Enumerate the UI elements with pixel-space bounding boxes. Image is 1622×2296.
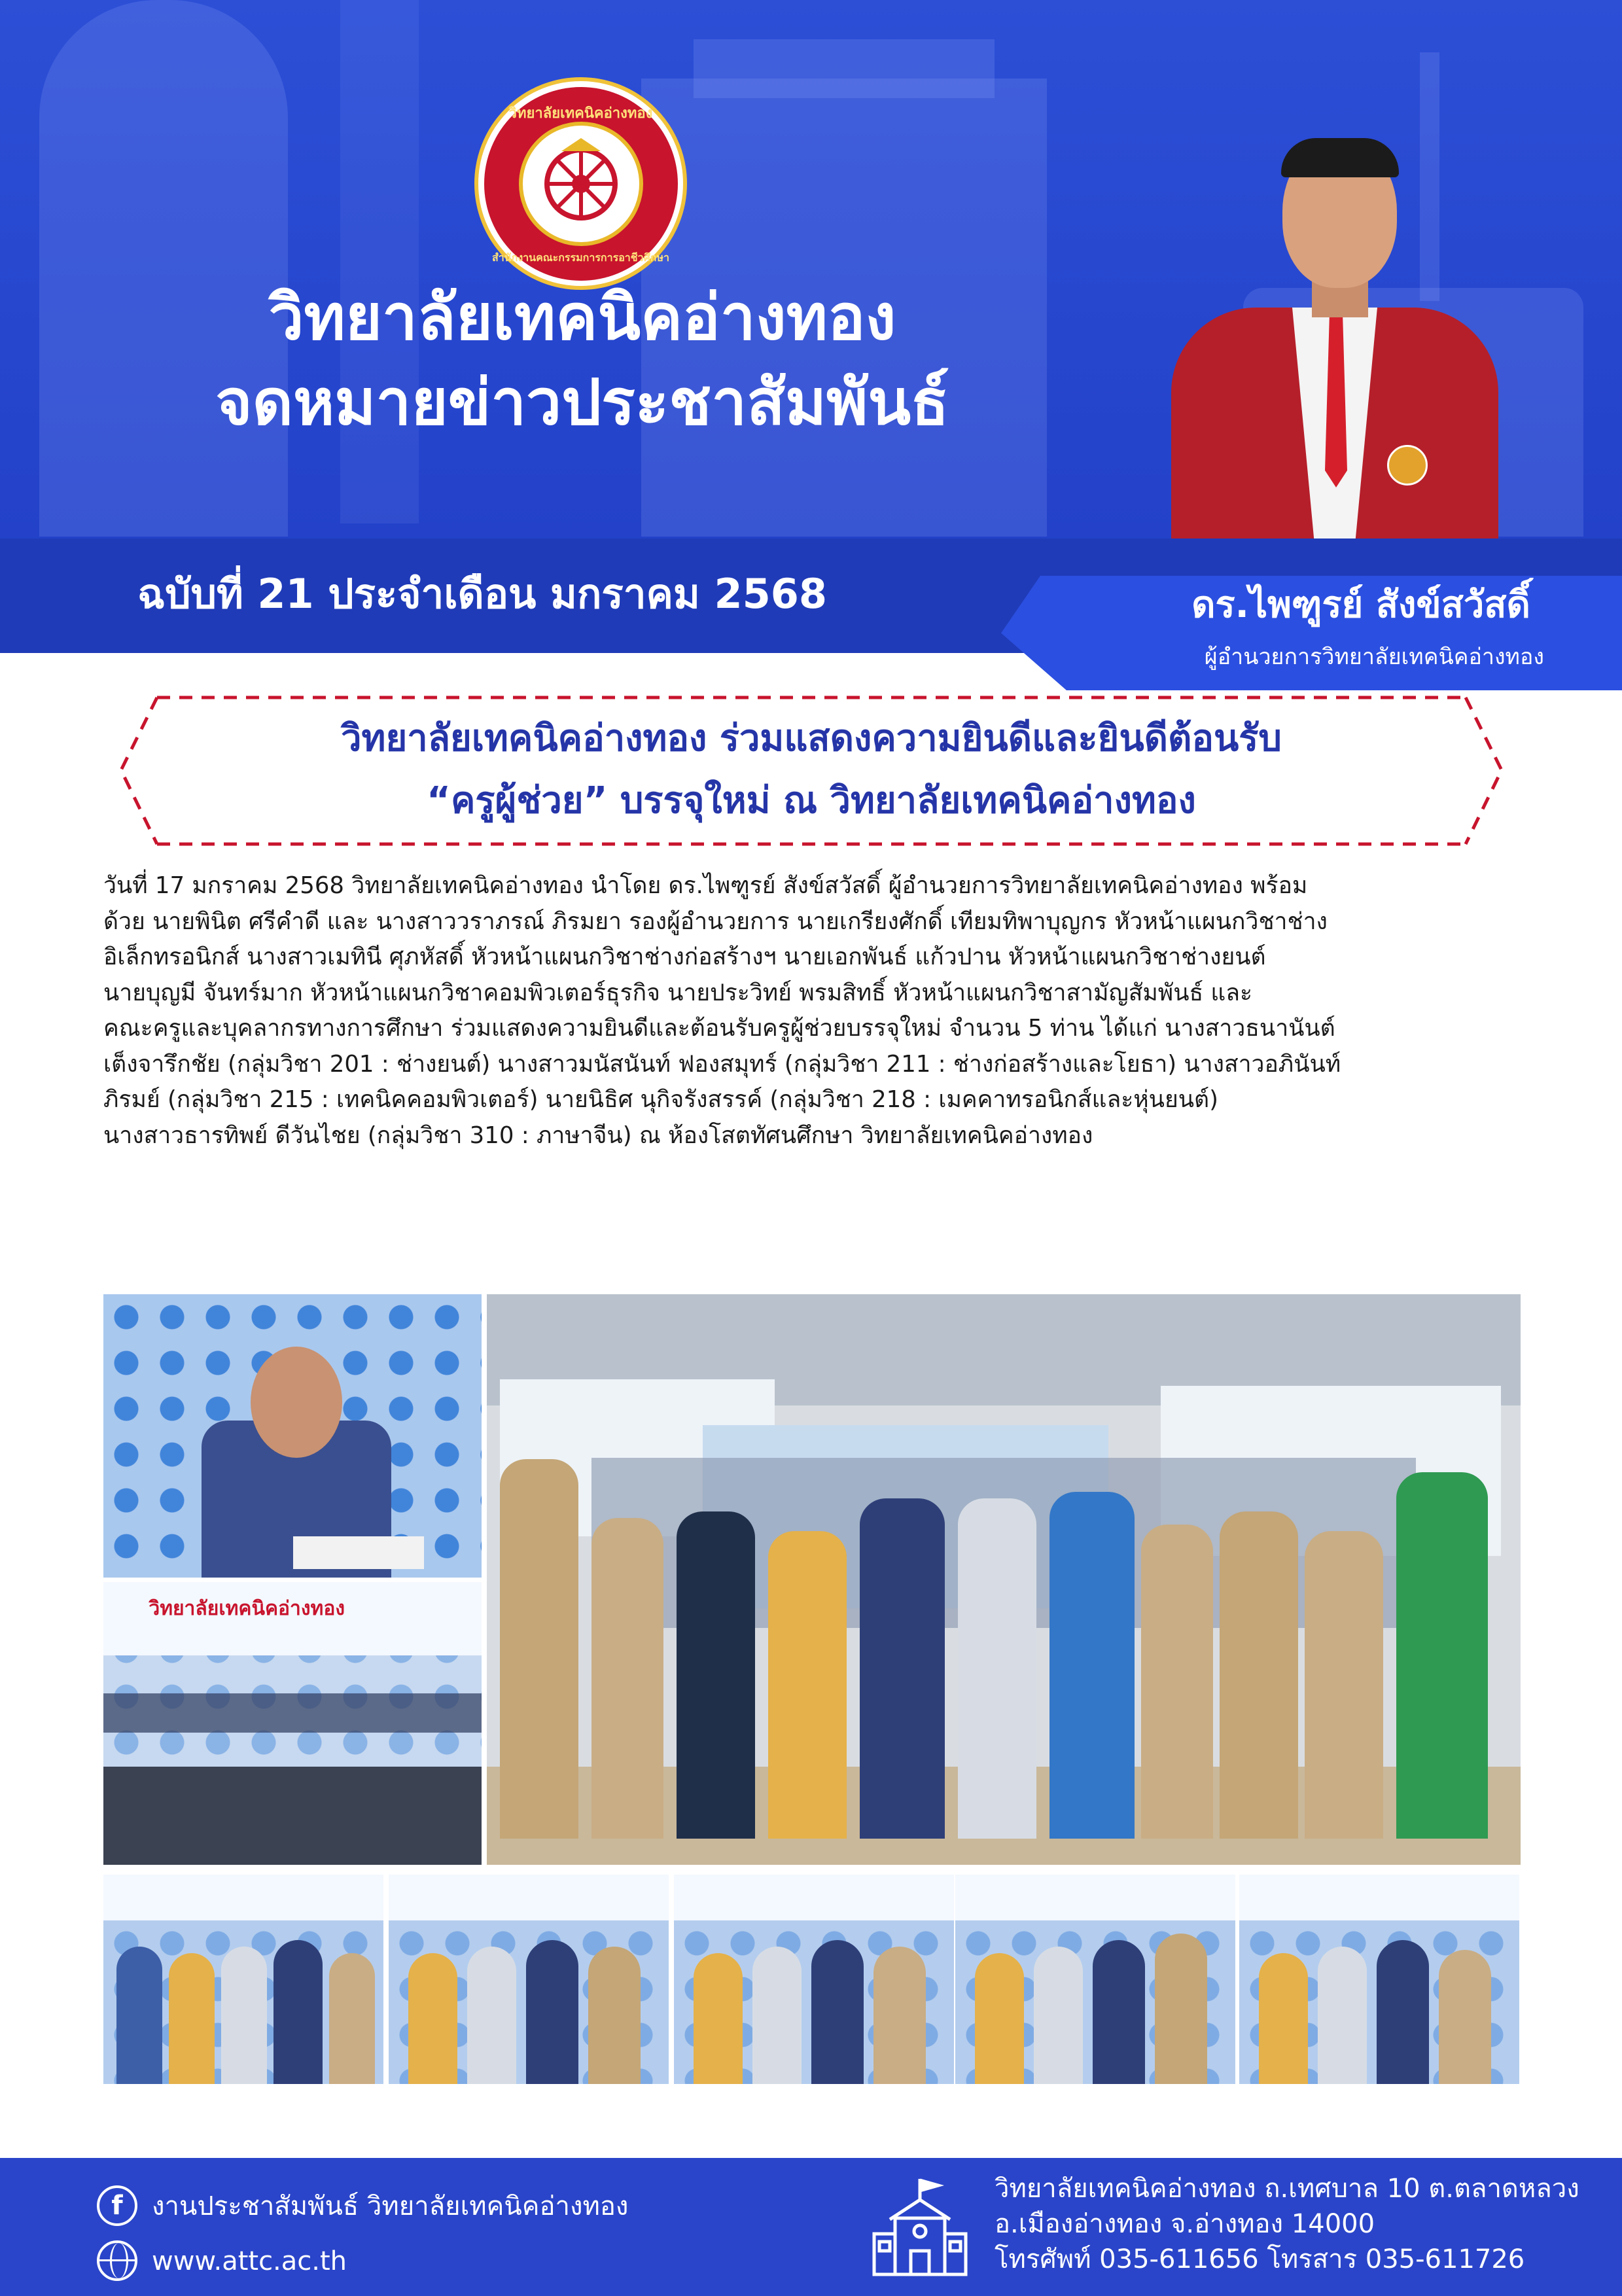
body-line: เต็งจารึกชัย (กลุ่มวิชา 201 : ช่างยนต์) นางสาวมนัสนันท์ ฟองสมุทร์ (กลุ่มวิชา 211 : ช่างก่อสร้างและโยธา) นางสาวอภินันท์ — [103, 1050, 1341, 1078]
contact-phone: โทรศัพท์ 035-611656 โทรสาร 035-611726 — [995, 2244, 1525, 2274]
photo-person — [591, 1518, 663, 1839]
photo-person — [467, 1947, 516, 2084]
photo-person — [677, 1511, 755, 1839]
school-building-icon — [870, 2174, 970, 2278]
photo-person — [1377, 1940, 1429, 2084]
photo-person — [169, 1953, 215, 2084]
photo-person — [273, 1940, 323, 2084]
photo-person-head — [251, 1347, 342, 1458]
photo-backdrop-banner — [103, 1875, 383, 1920]
photo-person — [588, 1947, 641, 2084]
website-link[interactable]: www.attc.ac.th — [152, 2246, 347, 2276]
facebook-page-link[interactable]: งานประชาสัมพันธ์ วิทยาลัยเทคนิคอ่างทอง — [152, 2191, 629, 2221]
photo-person — [1439, 1950, 1491, 2084]
college-title: วิทยาลัยเทคนิคอ่างทอง — [268, 281, 896, 354]
photo-backdrop-banner — [389, 1875, 669, 1920]
director-title: ผู้อำนวยการวิทยาลัยเทคนิคอ่างทอง — [1204, 644, 1544, 670]
photo-person — [1155, 1934, 1207, 2084]
photo-person — [873, 1947, 926, 2084]
photo-person — [1141, 1525, 1213, 1839]
logo-text-top: วิทยาลัยเทคนิคอ่างทอง — [508, 105, 653, 122]
photo-presentation-2 — [389, 1875, 669, 2084]
photo-presentation-4 — [955, 1875, 1235, 2084]
photo-person — [1396, 1472, 1488, 1839]
facebook-icon[interactable]: f — [97, 2185, 137, 2226]
photo-person — [408, 1953, 457, 2084]
footer-address — [995, 2171, 1579, 2277]
photo-nameplate — [293, 1536, 424, 1569]
photo-presentation-3 — [674, 1875, 954, 2084]
photo-person — [1049, 1492, 1135, 1839]
body-line: นางสาวธารทิพย์ ดีวันไชย (กลุ่มวิชา 310 : ภาษาจีน) ณ ห้องโสตทัศนศึกษา วิทยาลัยเทคนิคอ่างทอง — [103, 1122, 1093, 1149]
photo-audience — [103, 1767, 482, 1865]
logo-text-bottom: สำนักงานคณะกรรมการการอาชีวศึกษา — [491, 251, 669, 264]
globe-icon[interactable] — [97, 2240, 137, 2281]
photo-person — [221, 1947, 267, 2084]
photo-person — [975, 1953, 1024, 2084]
photo-backdrop-banner — [955, 1875, 1235, 1920]
photo-backdrop-banner — [1239, 1875, 1519, 1920]
photo-person — [958, 1498, 1036, 1839]
photo-person — [526, 1940, 578, 2084]
address-line: วิทยาลัยเทคนิคอ่างทอง ถ.เทศบาล 10 ต.ตลาดหลวง — [995, 2174, 1579, 2204]
body-line: คณะครูและบุคลากรทางการศึกษา ร่วมแสดงความยินดีและต้อนรับครูผู้ช่วยบรรจุใหม่ จำนวน 5 ท่าน ได้แก่ นางสาวธนานันต์ — [103, 1015, 1335, 1042]
headline-line-1: วิทยาลัยเทคนิคอ่างทอง ร่วมแสดงความยินดีและยินดีต้อนรับ — [341, 717, 1282, 760]
photo-head-table — [103, 1693, 482, 1733]
body-line: นายบุญมี จันทร์มาก หัวหน้าแผนกวิชาคอมพิวเตอร์ธุรกิจ นายประวิทย์ พรมสิทธิ์ หัวหน้าแผนกวิชาสามัญสัมพันธ์ และ — [103, 979, 1253, 1006]
photo-person — [329, 1953, 375, 2084]
photo-person — [694, 1953, 743, 2084]
address-line: อ.เมืองอ่างทอง จ.อ่างทอง 14000 — [995, 2209, 1375, 2239]
issue-label: ฉบับที่ 21 ประจำเดือน มกราคม 2568 — [137, 570, 828, 618]
photo-person — [116, 1947, 162, 2084]
photo-director-speaking — [103, 1294, 482, 1578]
photo-person — [860, 1498, 945, 1839]
photo-person — [1034, 1947, 1083, 2084]
headline-line-2: “ครูผู้ช่วย” บรรจุใหม่ ณ วิทยาลัยเทคนิคอ่างทอง — [427, 779, 1196, 822]
photo-person — [1305, 1531, 1383, 1839]
photo-person — [1318, 1947, 1367, 2084]
body-line: อิเล็กทรอนิกส์ นางสาวเมทินี ศุภหัสดิ์ หัวหน้าแผนกวิชาช่างก่อสร้างฯ นายเอกพันธ์ แก้วปาน หัวหน้าแผนกวิชาช่างยนต์ — [103, 944, 1266, 970]
photo-person — [811, 1940, 864, 2084]
photo-presentation-5 — [1239, 1875, 1519, 2084]
photo-presentation-1 — [103, 1875, 383, 2084]
photo-person — [1093, 1940, 1145, 2084]
photo-person — [1220, 1511, 1298, 1839]
photo-person — [500, 1459, 578, 1839]
photo-banner-text: วิทยาลัยเทคนิคอ่างทอง — [149, 1597, 345, 1621]
body-line: ด้วย นายพินิต ศรีคำดี และ นางสาววราภรณ์ ภิรมยา รองผู้อำนวยการ นายเกรียงศักดิ์ เทียมทิพาบุญกร หัวหน้าแผนกวิชาช่าง — [103, 908, 1328, 935]
body-line: ภิรมย์ (กลุ่มวิชา 215 : เทคนิคคอมพิวเตอร์) นายนิธิศ นุกิจรังสรรค์ (กลุ่มวิชา 218 : เมคคาทรอนิกส์และหุ่นยนต์) — [103, 1086, 1218, 1113]
body-line: วันที่ 17 มกราคม 2568 วิทยาลัยเทคนิคอ่างทอง นำโดย ดร.ไพฑูรย์ สังข์สวัสดิ์ ผู้อำนวยการวิทยาลัยเทคนิคอ่างทอง พร้อม — [103, 872, 1308, 899]
photo-backdrop-banner — [674, 1875, 954, 1920]
photo-meeting-room — [103, 1582, 482, 1865]
article-body — [103, 868, 1523, 1154]
director-name: ดร.ไพฑูรย์ สังข์สวัสดิ์ — [1191, 584, 1530, 626]
photo-group — [487, 1294, 1521, 1865]
newsletter-title: จดหมายข่าวประชาสัมพันธ์ — [215, 366, 949, 439]
photo-person — [1259, 1953, 1308, 2084]
photo-person — [752, 1947, 802, 2084]
photo-person — [768, 1531, 847, 1839]
